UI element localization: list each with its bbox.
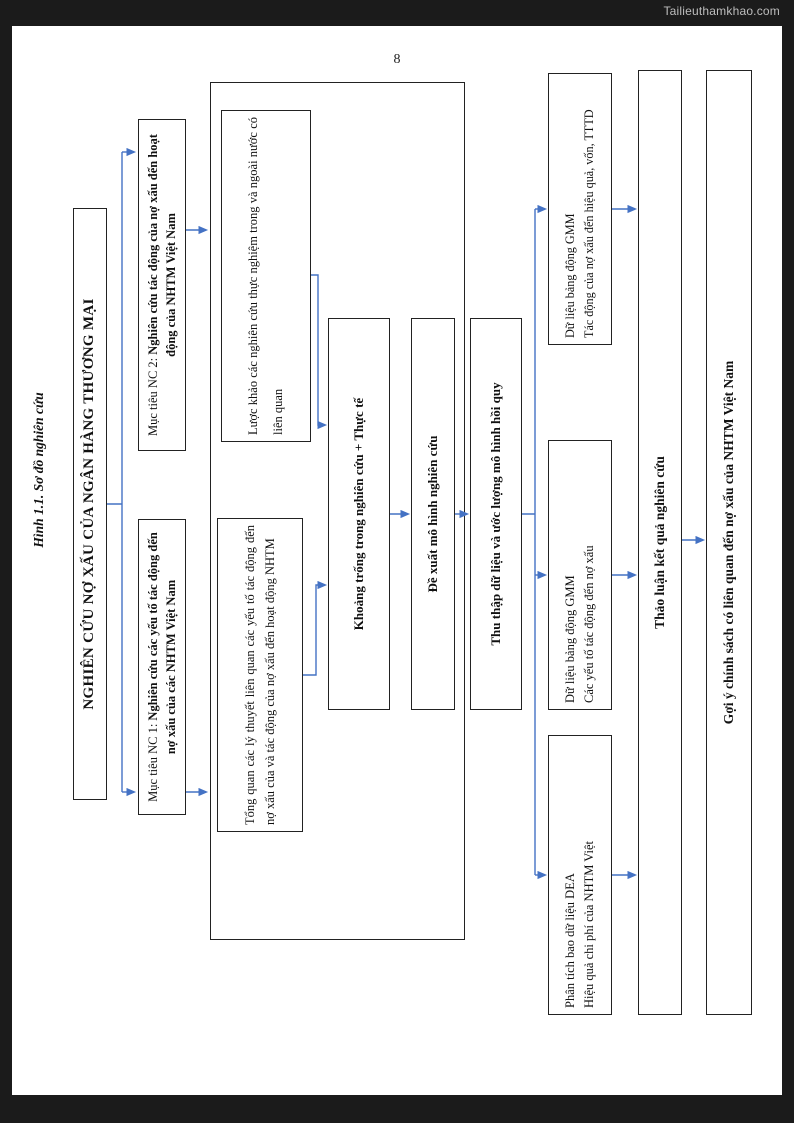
research-gap-text: Khoảng trống trong nghiên cứu + Thực tế [350, 397, 366, 631]
method-gmm-factors-line2: Các yếu tố tác động đến nợ xấu [582, 545, 596, 703]
arrow-data-split-bar [522, 209, 535, 875]
research-gap-box [328, 318, 390, 710]
method-dea-text [561, 742, 600, 1008]
objective-1-bold: Nghiên cứu các yếu tố tác động đến nợ xấu của các NHTM Việt Nam [145, 532, 178, 755]
figure-caption: Hình 1.1. Sơ đồ nghiên cứu [31, 392, 46, 548]
model-proposal-box [411, 318, 455, 710]
theory-review-text: Tổng quan các lý thuyết liên quan các yếu tố tác động đến nợ xấu của và tác động của nợ xấu đến hoạt động NHTM [243, 525, 277, 825]
objective-1-text [144, 526, 180, 808]
objective-2-box [138, 119, 186, 451]
method-gmm-impact-line2: Tác động của nợ xấu đến hiệu quả, vốn, TTTD [582, 109, 596, 338]
policy-text: Gợi ý chính sách có liên quan đến nợ xấu của NHTM Việt Nam [721, 360, 737, 725]
policy-box [706, 70, 752, 1015]
title-box [73, 208, 107, 800]
method-dea-line2: Hiệu quả chi phí của NHTM Việt [582, 840, 596, 1008]
rotated-diagram-canvas [25, 55, 755, 1045]
empirical-review-text: Lược khảo các nghiên cứu thực nghiệm trong và ngoài nước có liên quan [246, 117, 285, 435]
arrow-title-split-bar [107, 152, 122, 792]
model-proposal-text: Đề xuất mô hình nghiên cứu [424, 435, 440, 593]
discussion-text: Thảo luận kết quả nghiên cứu [652, 456, 668, 629]
method-gmm-factors-text [561, 447, 600, 703]
title-text: NGHIÊN CỨU NỢ XẤU CỦA NGÂN HÀNG THƯƠNG MẠI [81, 298, 98, 710]
theory-review-box [217, 518, 303, 832]
objective-2-bold: Nghiên cứu tác động của nợ xấu đến hoạt động của NHTM Việt Nam [145, 134, 178, 357]
objective-2-prefix: Mục tiêu NC 2: [145, 354, 160, 436]
data-estimation-box [470, 318, 522, 710]
objective-1-box [138, 519, 186, 815]
page-number: 8 [393, 52, 401, 67]
method-gmm-factors-box [548, 440, 612, 710]
method-gmm-impact-line1: Dữ liệu bảng động GMM [563, 213, 578, 338]
method-dea-line1: Phân tích bao dữ liệu DEA [562, 873, 577, 1008]
empirical-review-box [221, 110, 311, 442]
method-dea-box [548, 735, 612, 1015]
discussion-box [638, 70, 682, 1015]
watermark: Tailieuthamkhao.com [663, 4, 780, 18]
data-estimation-text: Thu thập dữ liệu và ước lượng mô hình hồi quy [487, 382, 503, 646]
method-gmm-factors-line1: Dữ liệu bảng động GMM [562, 575, 577, 703]
method-gmm-impact-text [561, 80, 599, 338]
document-page [12, 26, 782, 1095]
objective-1-prefix: Mục tiêu NC 1: [145, 720, 160, 802]
objective-2-text [144, 126, 180, 444]
method-gmm-impact-box [548, 73, 612, 345]
